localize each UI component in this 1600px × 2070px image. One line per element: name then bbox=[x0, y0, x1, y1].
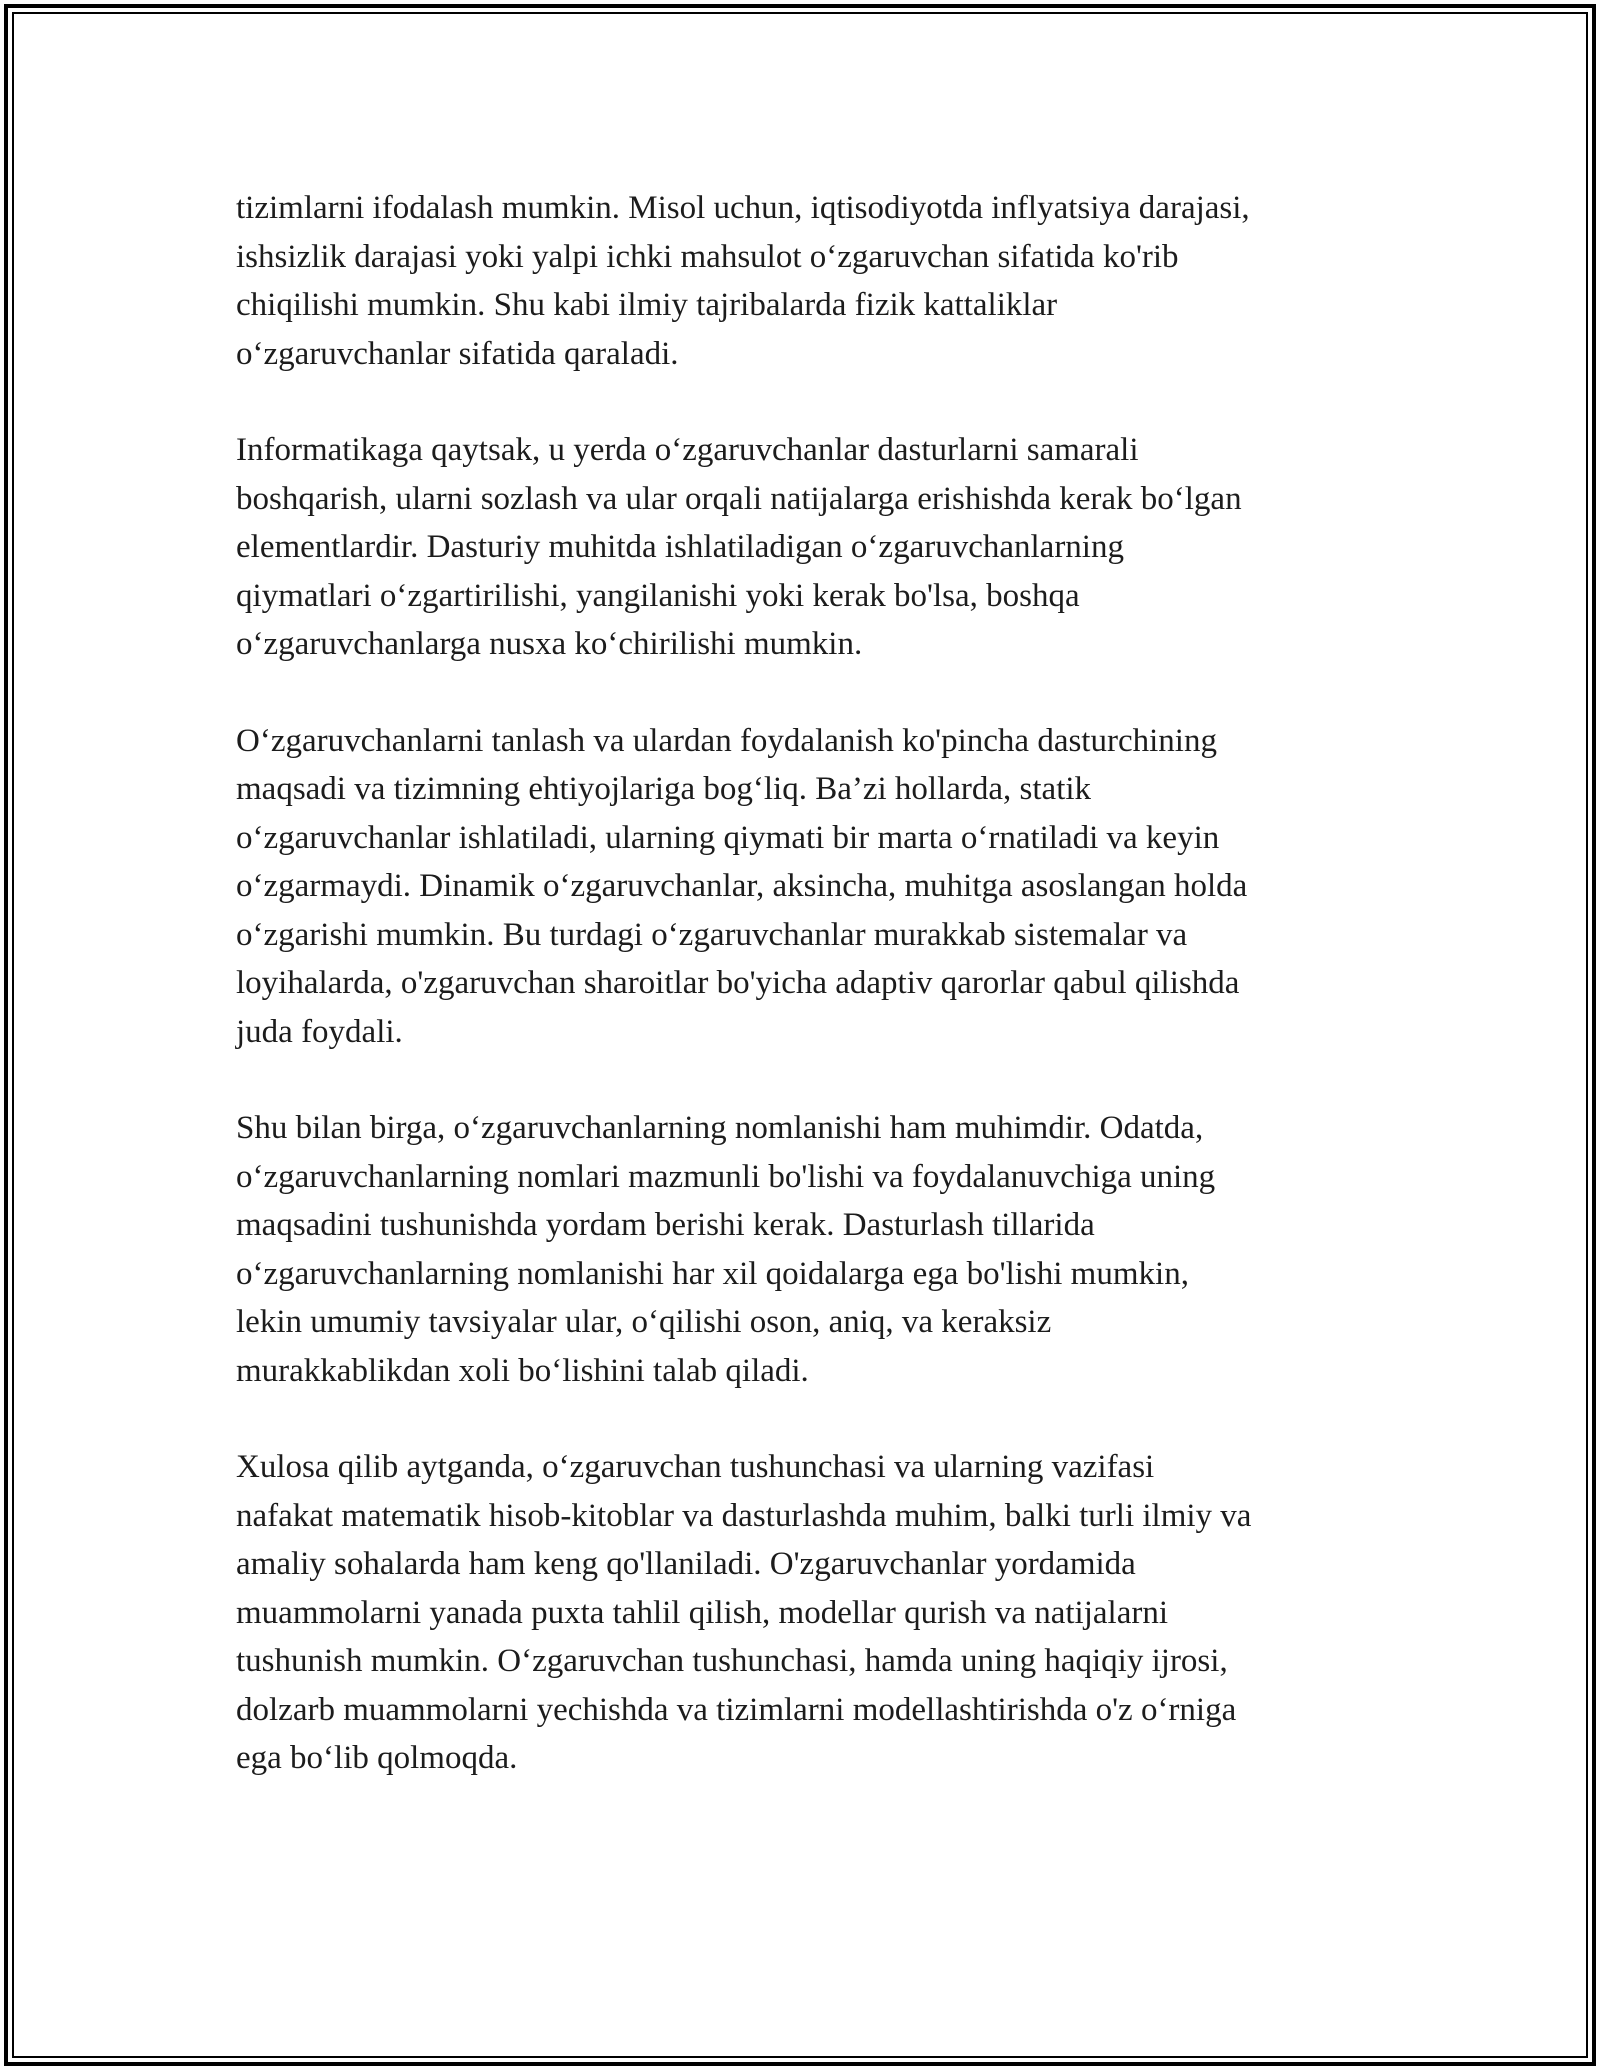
paragraph-4: Shu bilan birga, o‘zgaruvchanlarning nomlanishi ham muhimdir. Odatda, o‘zgaruvchanlarning nomlari mazmunli bo'lishi va foydalanuvchiga uning maqsadini tushunishda yordam berishi kerak. Dasturlash tillarida o‘zgaruvchanlarning nomlanishi har xil qoidalarga ega bo'lishi mumkin, lekin umumiy tavsiyalar ular, o‘qilishi oson, aniq, va keraksiz murakkablikdan xoli bo‘lishini talab qiladi. bbox=[236, 1110, 1216, 1389]
paragraph-2: Informatikaga qaytsak, u yerda o‘zgaruvchanlar dasturlarni samarali boshqarish, ularni sozlash va ular orqali natijalarga erishishda kerak bo‘lgan elementlardir. Dasturiy muhitda ishlatiladigan o‘zgaruvchanlarning qiymatlari o‘zgartirilishi, yangilanishi yoki kerak bo'lsa, boshqa o‘zgaruvchanlarga nusxa ko‘chirilishi mumkin. bbox=[236, 432, 1242, 662]
paragraph-1: tizimlarni ifodalash mumkin. Misol uchun, iqtisodiyotda inflyatsiya darajasi, ishsizlik darajasi yoki yalpi ichki mahsulot o‘zgaruvchan sifatida ko'rib chiqilishi mumkin. Shu kabi ilmiy tajribalarda fizik kattaliklar o‘zgaruvchanlar sifatida qaraladi. bbox=[236, 190, 1250, 372]
paragraph-5: Xulosa qilib aytganda, o‘zgaruvchan tushunchasi va ularning vazifasi nafakat matematik hisob-kitoblar va dasturlashda muhim, balki turli ilmiy va amaliy sohalarda ham keng qo'llaniladi. O'zgaruvchanlar yordamida muammolarni yanada puxta tahlil qilish, modellar qurish va natijalarni tushunish mumkin. O‘zgaruvchan tushunchasi, hamda uning haqiqiy ijrosi, dolzarb muammolarni yechishda va tizimlarni modellashtirishda o'z o‘rniga ega bo‘lib qolmoqda. bbox=[236, 1449, 1252, 1776]
paragraph-3: O‘zgaruvchanlarni tanlash va ulardan foydalanish ko'pincha dasturchining maqsadi va tizimning ehtiyojlariga bog‘liq. Ba’zi hollarda, statik o‘zgaruvchanlar ishlatiladi, ularning qiymati bir marta o‘rnatiladi va keyin o‘zgarmaydi. Dinamik o‘zgaruvchanlar, aksincha, muhitga asoslangan holda o‘zgarishi mumkin. Bu turdagi o‘zgaruvchanlar murakkab sistemalar va loyihalarda, o'zgaruvchan sharoitlar bo'yicha adaptiv qarorlar qabul qilishda juda foydali. bbox=[236, 722, 1248, 1050]
document-body bbox=[236, 184, 1386, 1831]
